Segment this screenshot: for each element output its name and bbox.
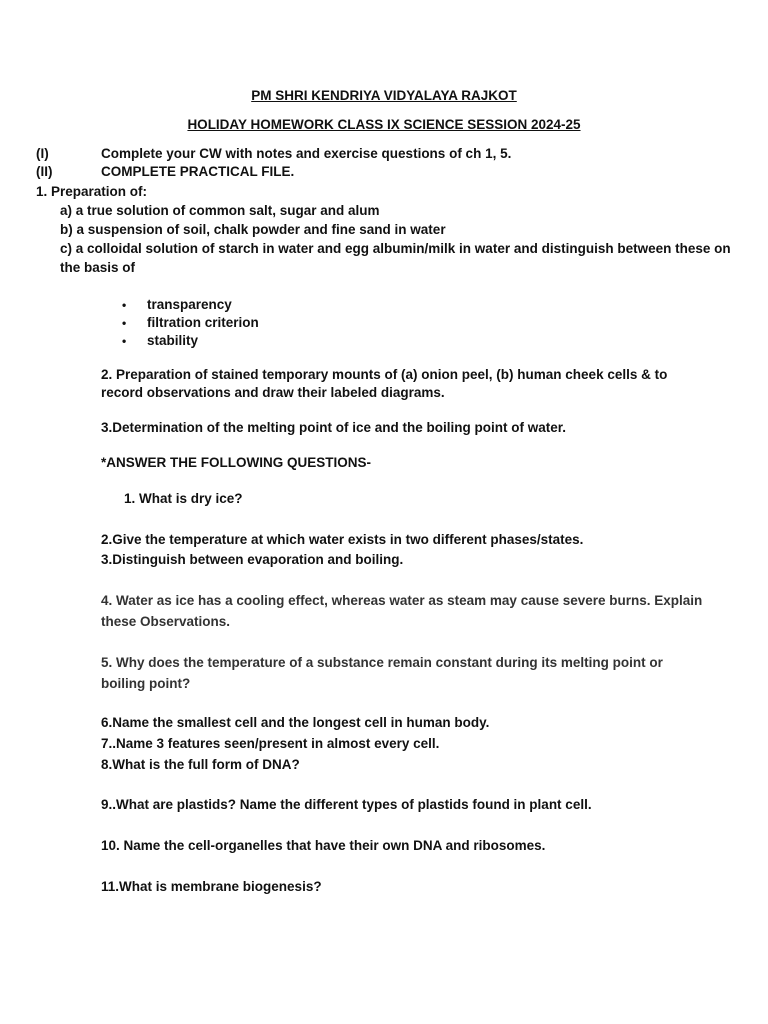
practical-2-cont: record observations and draw their labeled diagrams. <box>101 385 445 400</box>
task-label: (I) <box>36 146 49 161</box>
bullet-icon: • <box>122 316 127 330</box>
question-5-cont: boiling point? <box>101 676 191 691</box>
bullet-icon: • <box>122 334 127 348</box>
question-11: 11.What is membrane biogenesis? <box>101 879 322 894</box>
question-4-cont: these Observations. <box>101 614 231 629</box>
practical-1c-cont: the basis of <box>60 260 136 275</box>
practical-2: 2. Preparation of stained temporary mounts of (a) onion peel, (b) human cheek cells & to <box>101 367 668 382</box>
question-7: 7..Name 3 features seen/present in almost every cell. <box>101 736 440 751</box>
task-text: COMPLETE PRACTICAL FILE. <box>101 164 295 179</box>
bullet-item: stability <box>147 333 199 348</box>
question-6: 6.Name the smallest cell and the longest cell in human body. <box>101 715 490 730</box>
question-3: 3.Distinguish between evaporation and boiling. <box>101 552 404 567</box>
questions-heading: *ANSWER THE FOLLOWING QUESTIONS- <box>101 455 371 470</box>
question-1: 1. What is dry ice? <box>124 491 243 506</box>
question-4: 4. Water as ice has a cooling effect, whereas water as steam may cause severe burns. Explain <box>101 593 703 608</box>
bullet-icon: • <box>122 298 127 312</box>
question-2: 2.Give the temperature at which water exists in two different phases/states. <box>101 532 584 547</box>
school-name: PM SHRI KENDRIYA VIDYALAYA RAJKOT <box>251 88 517 103</box>
practical-1a: a) a true solution of common salt, sugar and alum <box>60 203 380 218</box>
bullet-item: filtration criterion <box>147 315 259 330</box>
question-8: 8.What is the full form of DNA? <box>101 757 300 772</box>
question-10: 10. Name the cell-organelles that have their own DNA and ribosomes. <box>101 838 546 853</box>
question-9: 9..What are plastids? Name the different types of plastids found in plant cell. <box>101 797 592 812</box>
task-label: (II) <box>36 164 53 179</box>
task-text: Complete your CW with notes and exercise questions of ch 1, 5. <box>101 146 512 161</box>
practical-3: 3.Determination of the melting point of ice and the boiling point of water. <box>101 420 567 435</box>
bullet-item: transparency <box>147 297 232 312</box>
question-5: 5. Why does the temperature of a substance remain constant during its melting point or <box>101 655 663 670</box>
practical-1-title: 1. Preparation of: <box>36 184 148 199</box>
practical-1b: b) a suspension of soil, chalk powder and fine sand in water <box>60 222 446 237</box>
practical-1c: c) a colloidal solution of starch in water and egg albumin/milk in water and distinguish between these on <box>60 241 731 256</box>
document-title: HOLIDAY HOMEWORK CLASS IX SCIENCE SESSION 2024-25 <box>187 117 581 132</box>
